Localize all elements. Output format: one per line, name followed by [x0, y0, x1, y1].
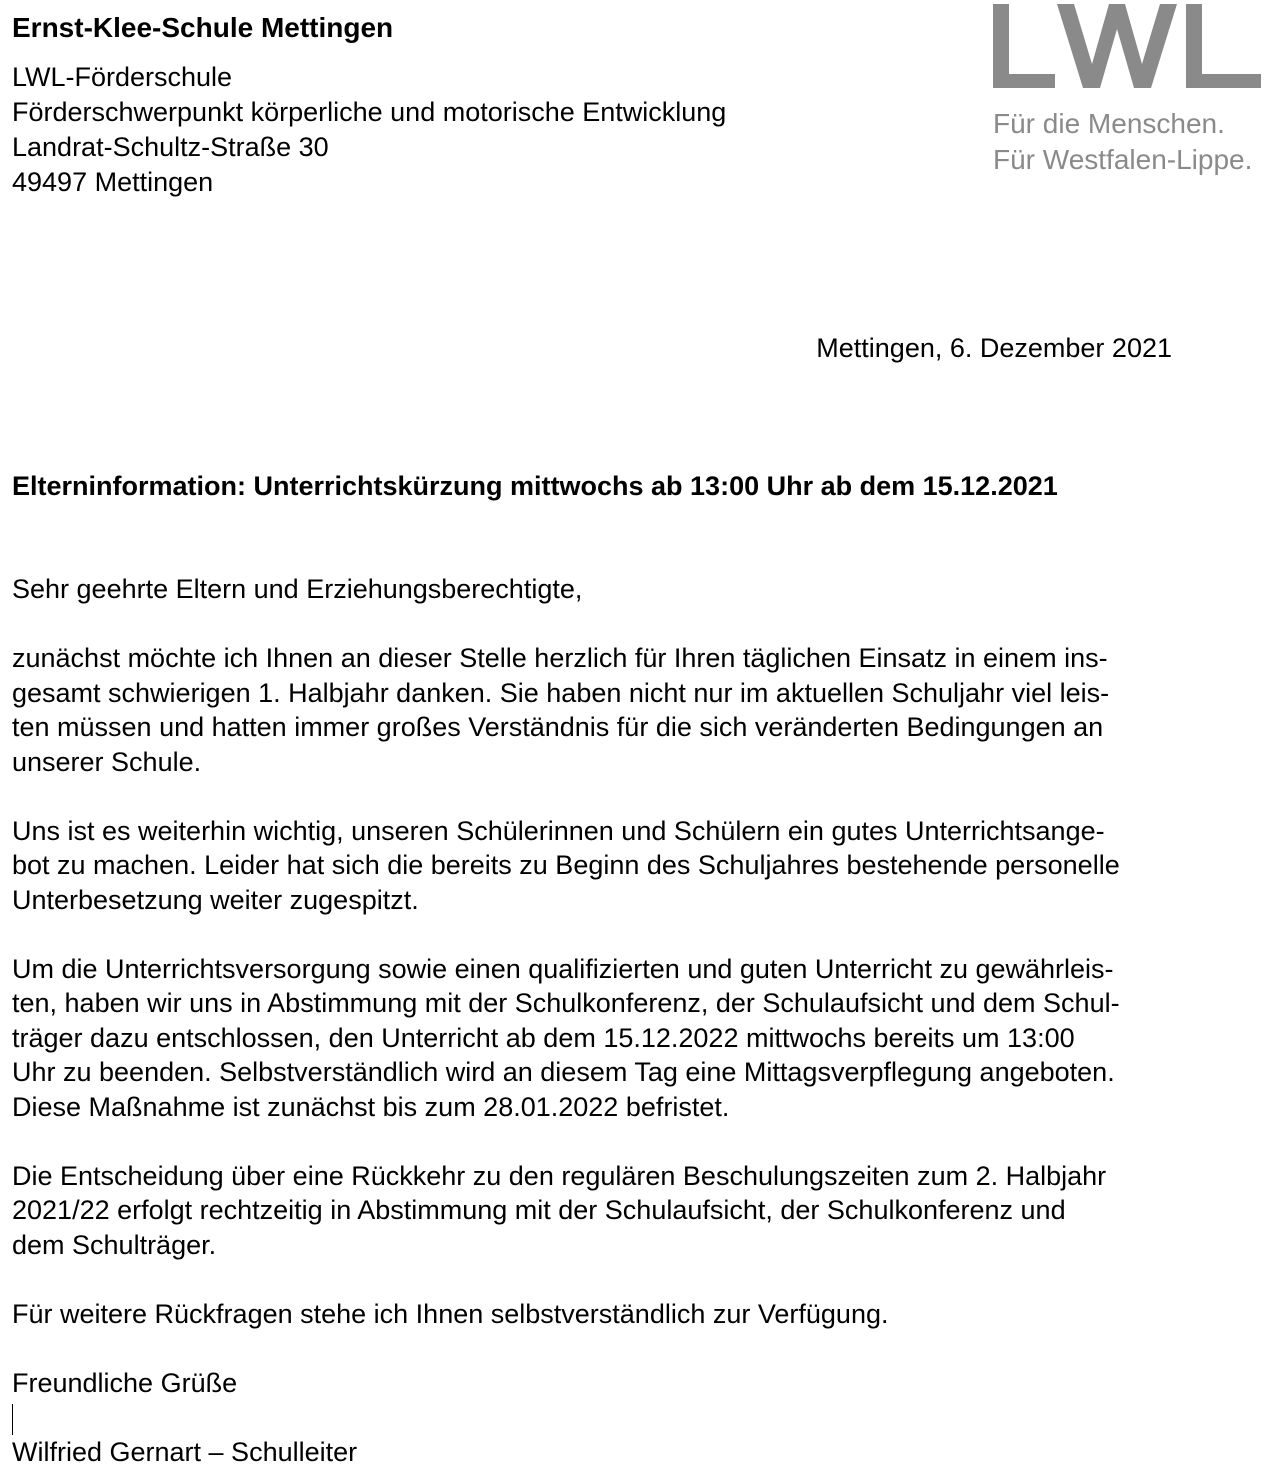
letter-date: Mettingen, 6. Dezember 2021	[816, 333, 1172, 363]
paragraph-line: Uhr zu beenden. Selbstverständlich wird an diesem Tag eine Mittagsverpflegung angeboten.	[12, 1057, 1115, 1087]
text-cursor	[12, 1404, 13, 1435]
letter-body	[12, 572, 1262, 1470]
paragraph-line: Diese Maßnahme ist zunächst bis zum 28.01.2022 befristet.	[12, 1091, 730, 1122]
paragraph-line: träger dazu entschlossen, den Unterricht ab dem 15.12.2022 mittwochs bereits um 13:00	[12, 1022, 1075, 1053]
paragraph-questions	[12, 1297, 1262, 1332]
school-name: Ernst-Klee-Schule Mettingen	[12, 12, 394, 43]
paragraph-line: ten müssen und hatten immer großes Verständnis für die sich veränderten Bedingungen an	[12, 712, 1104, 742]
logo-tagline-line-1: Für die Menschen.	[993, 108, 1225, 139]
paragraph-line: 2021/22 erfolgt rechtzeitig in Abstimmung mit der Schulaufsicht, der Schulkonferenz und	[12, 1195, 1066, 1225]
paragraph-line: gesamt schwierigen 1. Halbjahr danken. Sie haben nicht nur im aktuellen Schuljahr viel leis-	[12, 677, 1110, 708]
closing-greeting: Freundliche Grüße	[12, 1367, 238, 1398]
paragraph-return	[12, 1159, 1262, 1263]
paragraph-line: dem Schulträger.	[12, 1229, 217, 1260]
paragraph-line: Unterbesetzung weiter zugespitzt.	[12, 884, 419, 915]
address-line-city: 49497 Mettingen	[12, 167, 214, 197]
paragraph-line: Für weitere Rückfragen stehe ich Ihnen selbstverständlich zur Verfügung.	[12, 1298, 889, 1329]
paragraph-thanks	[12, 641, 1262, 779]
address-line-institution: LWL-Förderschule	[12, 62, 233, 92]
signature: Wilfried Gernart – Schulleiter	[12, 1437, 358, 1467]
paragraph-line: zunächst möchte ich Ihnen an dieser Stelle herzlich für Ihren täglichen Einsatz in einem ins-	[12, 643, 1108, 673]
address-line-focus: Förderschwerpunkt körperliche und motorische Entwicklung	[12, 97, 727, 127]
paragraph-line: Die Entscheidung über eine Rückkehr zu den regulären Beschulungszeiten zum 2. Halbjahr	[12, 1160, 1107, 1191]
lwl-logo	[993, 4, 1273, 184]
paragraph-line: unserer Schule.	[12, 746, 202, 777]
paragraph-decision	[12, 952, 1262, 1125]
paragraph-staffing	[12, 814, 1262, 918]
paragraph-line: ten, haben wir uns in Abstimmung mit der Schulkonferenz, der Schulaufsicht und dem Schul-	[12, 988, 1120, 1018]
salutation: Sehr geehrte Eltern und Erziehungsberechtigte,	[12, 574, 583, 604]
lwl-wordmark	[993, 4, 1263, 90]
letter-subject: Elterninformation: Unterrichtskürzung mittwochs ab 13:00 Uhr ab dem 15.12.2021	[12, 471, 1058, 501]
logo-tagline	[993, 106, 1252, 178]
logo-tagline-line-2: Für Westfalen-Lippe.	[993, 144, 1253, 175]
paragraph-line: bot zu machen. Leider hat sich die bereits zu Beginn des Schuljahres bestehende personelle	[12, 850, 1120, 880]
paragraph-line: Um die Unterrichtsversorgung sowie einen qualifizierten und guten Unterricht zu gewährleis-	[12, 953, 1114, 984]
paragraph-line: Uns ist es weiterhin wichtig, unseren Schülerinnen und Schülern ein gutes Unterrichtsange-	[12, 815, 1105, 846]
address-line-street: Landrat-Schultz-Straße 30	[12, 132, 329, 162]
sender-block	[12, 10, 912, 200]
